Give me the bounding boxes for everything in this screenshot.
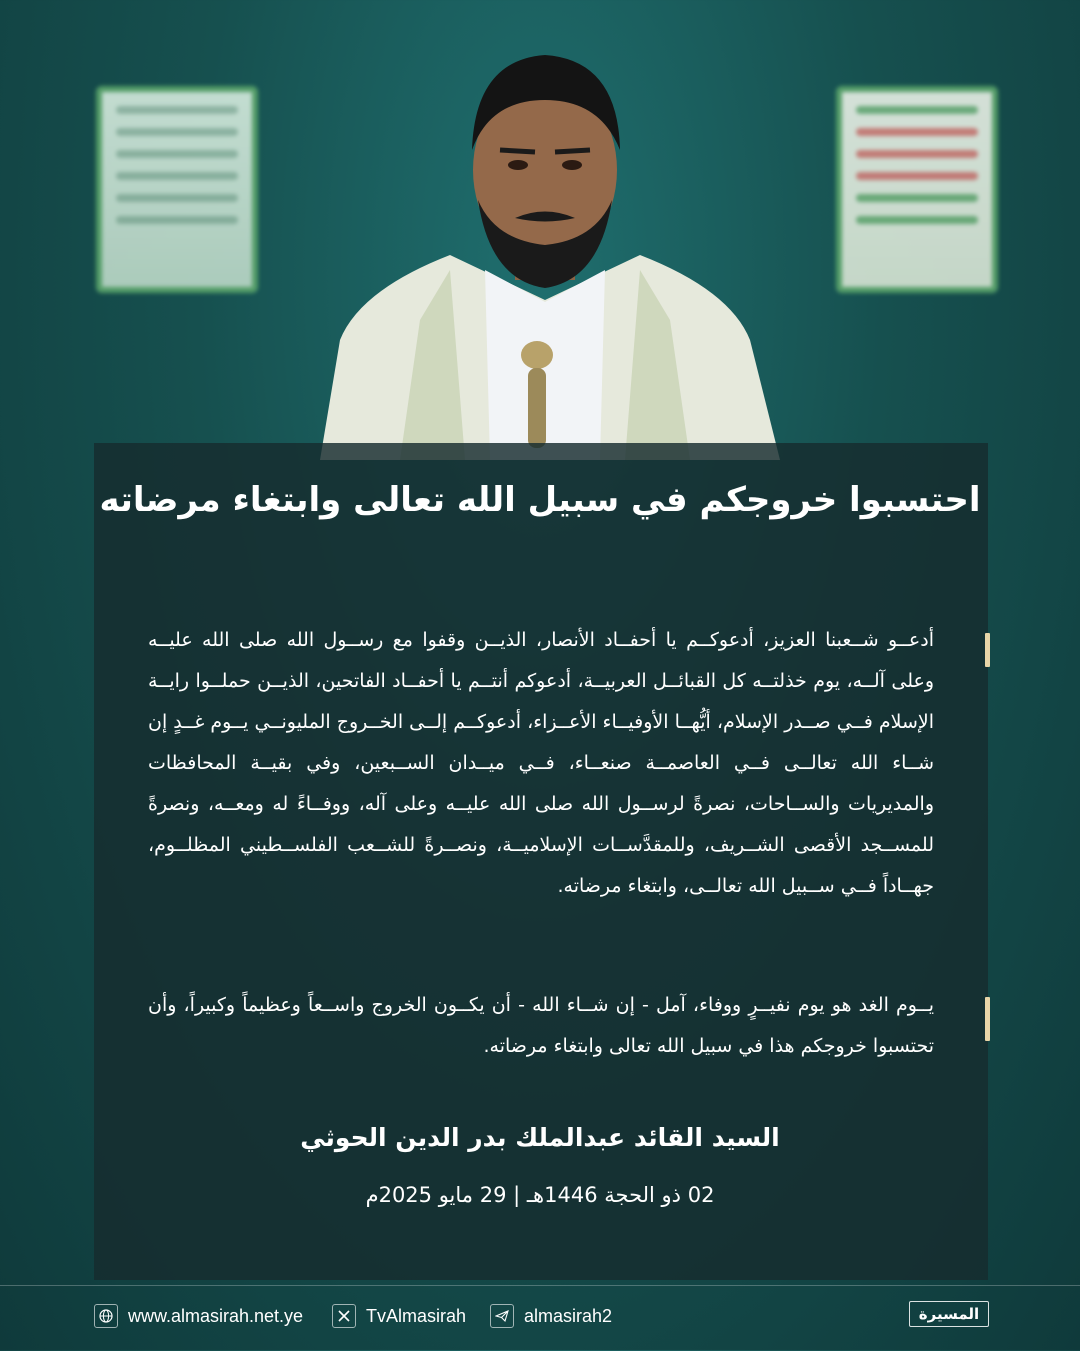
background-banner-left [96, 86, 258, 293]
background-banner-right [836, 86, 998, 293]
quote-paragraph-2: يــوم الغد هو يوم نفيــرٍ ووفاء، آمل - إن شــاء الله - أن يكــون الخروج واســعاً وعظيماً وكبيراً، وأن تحتسبوا خروجكم هذا في سبيل الله تعالى وابتغاء مرضاته. [148, 994, 934, 1057]
x-handle-text: TvAlmasirah [366, 1305, 467, 1326]
website-link[interactable] [94, 1303, 303, 1329]
website-text: www.almasirah.net.ye [128, 1305, 304, 1326]
headline: احتسبوا خروجكم في سبيل الله تعالى وابتغاء مرضاته [99, 480, 981, 520]
x-link[interactable] [332, 1303, 466, 1329]
date-line: 02 ذو الحجة 1446هـ | 29 مايو 2025م [365, 1183, 715, 1207]
telegram-icon [490, 1304, 514, 1328]
globe-icon [94, 1304, 118, 1328]
paragraph-accent-bar [985, 997, 990, 1041]
author-name: السيد القائد عبدالملك بدر الدين الحوثي [300, 1123, 780, 1152]
hero-image [0, 0, 1080, 460]
x-icon [332, 1304, 356, 1328]
telegram-text: almasirah2 [524, 1305, 613, 1326]
speaker-portrait [300, 40, 790, 460]
paragraph-accent-bar [985, 633, 990, 667]
telegram-link[interactable] [490, 1303, 612, 1329]
almasirah-logo: المسيرة [909, 1301, 989, 1327]
quote-paragraph-1: أدعــو شــعبنا العزيز، أدعوكــم يا أحفــاد الأنصار، الذيــن وقفوا مع رســول الله صلى الله عليــه وعلى آلــه، يوم خذلتــه كل القبائــل العربيــة، أدعوكم أنتــم يا أحفــاد الفاتحين، الذيــن حملــوا رايــة الإسلام فــي صــدر الإسلام، أيُّهــا الأوفيــاء الأعــزاء، أدعوكــم إلــى الخــروج المليونــي يــوم غــدٍ إن شــاء الله تعالــى فــي العاصمــة صنعــاء، فــي ميــدان الســبعين، وفي بقيــة المحافظات والمديريات والســاحات، نصرةً لرســول الله صلى الله عليــه وعلى آله، ووفــاءً له ومعــه، ونصرةً للمســجد الأقصى الشــريف، وللمقدَّســات الإسلاميــة، ونصــرةً للشــعب الفلســطيني المظلــوم، جهــاداً فــي ســبيل الله تعالــى، وابتغاء مرضاته. [148, 629, 934, 897]
